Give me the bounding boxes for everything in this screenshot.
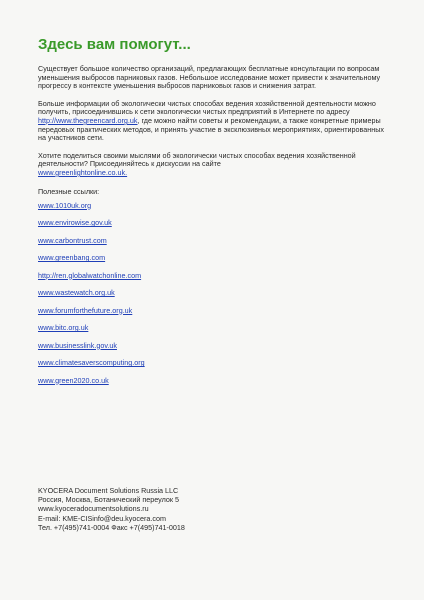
list-item — [38, 219, 390, 227]
list-item — [38, 342, 390, 350]
info-paragraph-text-start: Больше информации об экологически чистых способах ведения хозяйственной деятельности можно получить, присоединившись к сети экологически чистых предприятий в Интернете по адресу — [38, 98, 376, 117]
list-item — [38, 359, 390, 367]
contact-block — [38, 486, 338, 532]
useful-link[interactable]: www.wastewatch.org.uk — [38, 288, 115, 298]
list-item — [38, 254, 390, 262]
company-email: E-mail: KME-CISinfo@deu.kyocera.com — [38, 513, 166, 523]
main-content — [38, 36, 390, 394]
list-item — [38, 377, 390, 385]
company-name: KYOCERA Document Solutions Russia LLC — [38, 486, 179, 495]
useful-link[interactable]: www.climatesaverscomputing.org — [38, 358, 145, 368]
useful-link[interactable]: www.carbontrust.com — [38, 235, 107, 245]
list-item — [38, 272, 390, 280]
list-item — [38, 324, 390, 332]
list-item — [38, 307, 390, 315]
company-website: www.kyoceradocumentsolutions.ru — [38, 504, 149, 514]
info-paragraph-text-end: , где можно найти советы и рекомендации, а также конкретные примеры передовых практических методов, и принять участие в эксклюзивных мероприятиях, ориентированных на участников сети. — [38, 115, 384, 143]
useful-link[interactable]: www.forumforthefuture.org.uk — [38, 305, 133, 315]
list-item — [38, 237, 390, 245]
useful-link[interactable]: www.green2020.co.uk — [38, 375, 109, 385]
useful-link[interactable]: http://ren.globalwatchonline.com — [38, 270, 142, 280]
info-paragraph — [38, 100, 390, 143]
greencard-link[interactable]: http://www.thegreencard.org.uk — [38, 115, 138, 125]
useful-link[interactable]: www.envirowise.gov.uk — [38, 218, 112, 228]
list-item — [38, 202, 390, 210]
intro-paragraph: Существует большое количество организаций, предлагающих бесплатные консультации по вопросам уменьшения выбросов парниковых газов. Небольшое исследование может привести к значительному прогрессу в контексте уменьшения выбросов парниковых газов и снижения затрат. — [38, 64, 381, 91]
useful-links-list — [38, 202, 390, 385]
company-address: Россия, Москва, Ботанический переулок 5 — [38, 495, 180, 505]
company-phone: Тел. +7(495)741-0004 Факс +7(495)741-0018 — [38, 522, 185, 532]
useful-link[interactable]: www.greenbang.com — [38, 253, 106, 263]
page-title: Здесь вам помогут... — [38, 36, 191, 53]
discussion-paragraph — [38, 152, 390, 178]
useful-link[interactable]: www.1010uk.org — [38, 200, 92, 210]
discussion-paragraph-text: Хотите поделиться своими мыслями об экологически чистых способах ведения хозяйственной деятельности? Присоединяйтесь к дискуссии на сайте — [38, 150, 356, 169]
useful-links-title: Полезные ссылки: — [38, 186, 100, 196]
useful-link[interactable]: www.businesslink.gov.uk — [38, 340, 117, 350]
list-item — [38, 289, 390, 297]
useful-link[interactable]: www.bitc.org.uk — [38, 323, 89, 333]
greenlight-link[interactable]: www.greenlightonline.co.uk. — [38, 167, 128, 177]
